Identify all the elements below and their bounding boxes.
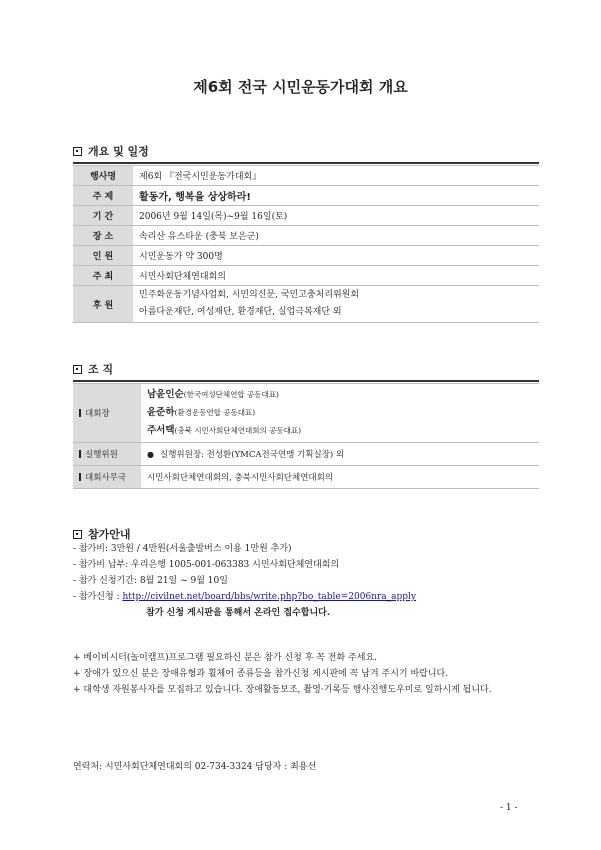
section-title: 참가안내 bbox=[88, 528, 131, 541]
chair-role: (한국여성단체연합 공동대표) bbox=[183, 390, 279, 399]
chair-entry bbox=[147, 386, 533, 404]
guide-list bbox=[73, 541, 543, 621]
table-row bbox=[73, 443, 539, 466]
contact-info: 연락처: 시민사회단체연대회의 02-734-3324 담당자 : 최용선 bbox=[73, 762, 317, 772]
row-value: 시민운동가 약 300명 bbox=[133, 246, 539, 266]
row-value: 2006년 9월 14일(목)~9월 16일(토) bbox=[133, 206, 539, 226]
row-label: 장 소 bbox=[73, 226, 133, 246]
row-value-multiline bbox=[133, 286, 539, 323]
section-divider bbox=[73, 162, 539, 164]
guide-line: - 참가 신청기간: 8월 21일 ~ 9월 10일 bbox=[73, 576, 228, 586]
black-dot-icon: ● bbox=[147, 450, 154, 459]
guide-line bbox=[73, 589, 543, 605]
row-value: 시민사회단체연대회의, 충북시민사회단체연대회의 bbox=[141, 466, 539, 489]
apply-link[interactable]: http://civilnet.net/board/bbs/write.php?bo_table=2006nra_apply bbox=[122, 592, 416, 602]
section-heading-organization bbox=[73, 361, 113, 377]
table-row bbox=[73, 466, 539, 489]
chair-role: (환경운동연합 공동대표) bbox=[174, 408, 256, 417]
section-heading-overview bbox=[73, 143, 149, 159]
chair-entry bbox=[147, 404, 533, 422]
row-value: 제6회 『전국시민운동가대회』 bbox=[133, 166, 539, 186]
row-label: 기 간 bbox=[73, 206, 133, 226]
section-title: 조 직 bbox=[88, 363, 114, 376]
square-bullet-icon bbox=[73, 365, 82, 374]
table-row bbox=[73, 166, 539, 186]
section-heading-guide bbox=[73, 526, 131, 542]
table-row bbox=[73, 286, 539, 323]
document-title: 제6회 전국 시민운동가대회 개요 bbox=[193, 78, 408, 96]
apply-prefix: - 참가신청 : bbox=[73, 592, 123, 602]
chair-entry bbox=[147, 422, 533, 440]
square-bullet-icon bbox=[73, 530, 82, 539]
organization-table bbox=[73, 383, 539, 489]
row-label: 주 제 bbox=[73, 186, 133, 206]
row-label: 대회장 bbox=[73, 384, 141, 443]
square-bullet-icon bbox=[73, 147, 82, 156]
exec-value: 실행위원장: 전성환(YMCA전국연맹 기획실장) 외 bbox=[159, 450, 345, 460]
sponsor-line-1: 민주화운동기념사업회, 시민의신문, 국민고충처리위원회 bbox=[139, 290, 360, 300]
row-label: 대회사무국 bbox=[73, 466, 141, 489]
apply-note: 참가 신청 게시판을 통해서 온라인 접수합니다. bbox=[146, 608, 330, 618]
guide-line: - 참가비 납부: 우리은행 1005-001-063383 시민사회단체연대회의 bbox=[73, 560, 340, 570]
guide-line: - 참가비: 3만원 / 4만원(서울출발버스 이용 1만원 추가) bbox=[73, 544, 292, 554]
table-row bbox=[73, 246, 539, 266]
row-label: 후 원 bbox=[73, 286, 133, 323]
row-label: 인 원 bbox=[73, 246, 133, 266]
row-label: 행사명 bbox=[73, 166, 133, 186]
row-value: 시민사회단체연대회의 bbox=[133, 266, 539, 286]
chair-name: 남윤인순 bbox=[147, 389, 184, 400]
table-row bbox=[73, 206, 539, 226]
chair-name: 주서택 bbox=[147, 425, 175, 436]
row-label: 주 최 bbox=[73, 266, 133, 286]
row-value bbox=[141, 443, 539, 466]
page-number: - 1 - bbox=[500, 803, 518, 813]
row-value: 속리산 유스타운 (충북 보은군) bbox=[133, 226, 539, 246]
sponsor-line-2: 아름다운재단, 여성재단, 환경재단, 실업극복재단 외 bbox=[139, 307, 342, 317]
notes-block bbox=[73, 650, 539, 698]
note-line: + 장애가 있으신 분은 장애유형과 휠체어 종류등을 참가신청 게시판에 꼭 남겨 주시기 바랍니다. bbox=[73, 669, 449, 679]
note-line: + 대학생 자원봉사자를 모집하고 있습니다. 장애활동보조, 촬영·기록등 행사진행도우미로 일하시게 됩니다. bbox=[73, 685, 492, 695]
table-row bbox=[73, 266, 539, 286]
table-row bbox=[73, 186, 539, 206]
row-label: 실행위원 bbox=[73, 443, 141, 466]
chair-role: (충북 시민사회단체연대회의 공동대표) bbox=[174, 426, 302, 435]
table-row bbox=[73, 384, 539, 443]
section-title: 개요 및 일정 bbox=[88, 145, 149, 158]
row-value: 활동가, 행복을 상상하라! bbox=[133, 186, 539, 206]
table-row bbox=[73, 226, 539, 246]
chairs-cell bbox=[141, 384, 539, 443]
chair-name: 윤준하 bbox=[147, 407, 175, 418]
overview-table bbox=[73, 165, 539, 323]
section-divider bbox=[73, 380, 539, 382]
note-line: + 베이비시터(놀이캠프)프로그램 필요하신 분은 참가 신청 후 꼭 전화 주세요. bbox=[73, 653, 377, 663]
